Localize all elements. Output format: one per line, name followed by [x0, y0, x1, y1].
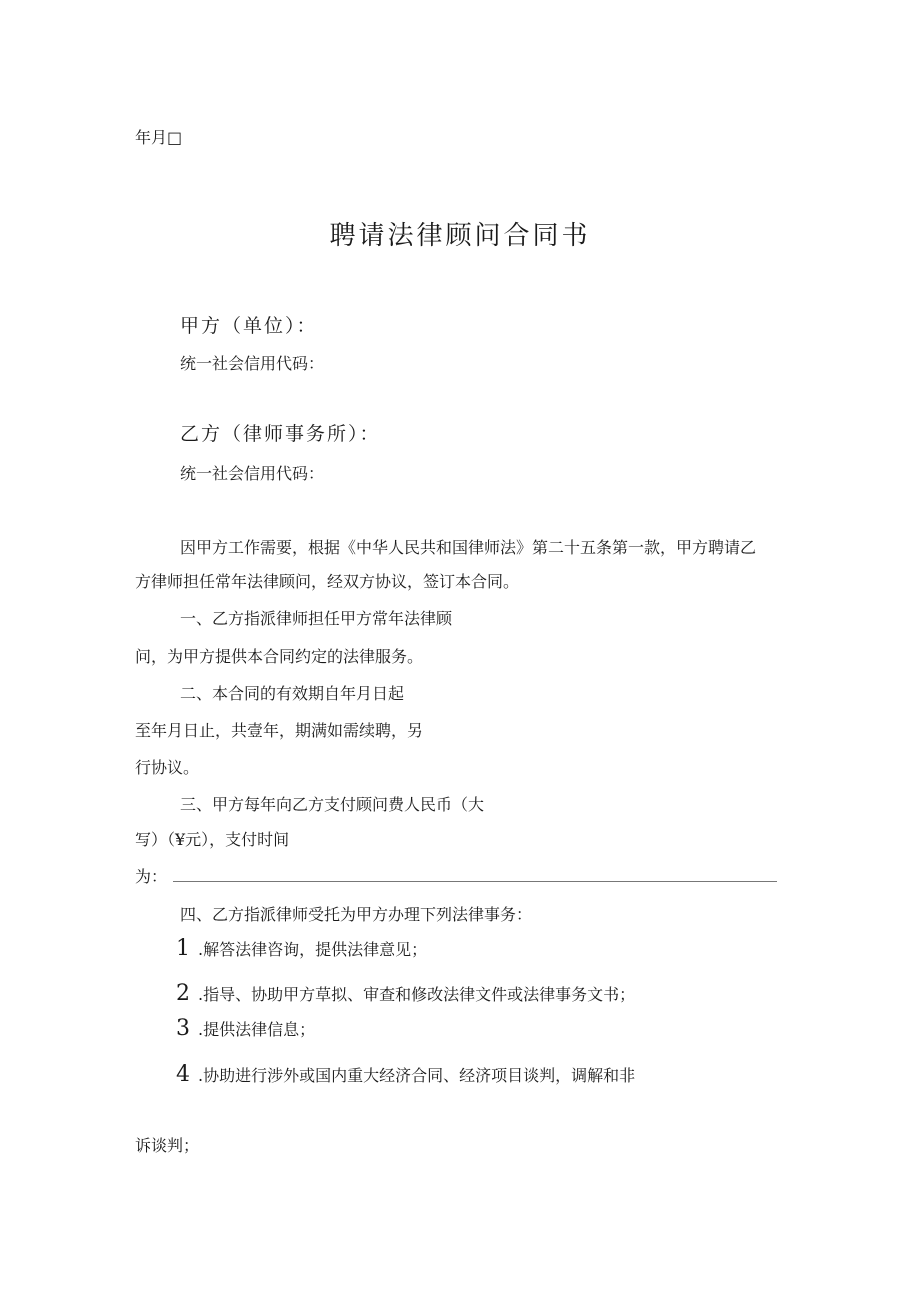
clause-1-line-2: 问，为甲方提供本合同约定的法律服务。 — [135, 647, 424, 666]
clause-2-line-2: 至年月日止，共壹年，期满如需续聘，另 — [135, 721, 424, 740]
payment-time-blank[interactable] — [173, 867, 777, 882]
document-title: 聘请法律顾问合同书 — [329, 221, 591, 251]
item-number: 1 — [176, 936, 190, 961]
item-number: 2 — [176, 981, 190, 1006]
item-text: .提供法律信息； — [198, 1020, 316, 1039]
payment-time-label: 为： — [135, 867, 168, 886]
party-a-credit-code: 统一社会信用代码： — [180, 354, 325, 373]
party-b-label: 乙方（律师事务所）： — [180, 423, 381, 445]
item-number: 3 — [176, 1016, 190, 1041]
clause-3-line-3 — [135, 867, 777, 887]
clause-3-line-1: 三、甲方每年向乙方支付顾问费人民币（大 — [180, 795, 485, 814]
clause-4-heading: 四、乙方指派律师受托为甲方办理下列法律事务： — [180, 905, 533, 924]
item-text: .协助进行涉外或国内重大经济合同、经济项目谈判，调解和非 — [198, 1066, 636, 1085]
party-a-label: 甲方（单位）： — [180, 315, 318, 337]
item-text: .解答法律咨询，提供法律意见； — [198, 940, 428, 959]
clause-2-line-1: 二、本合同的有效期自年月日起 — [180, 684, 405, 703]
item-number: 4 — [176, 1062, 190, 1087]
clause-1-line-1: 一、乙方指派律师担任甲方常年法律顾 — [180, 609, 453, 628]
service-item-4-continuation: 诉谈判； — [135, 1136, 200, 1155]
party-b-credit-code: 统一社会信用代码： — [180, 464, 325, 483]
clause-3-line-2: 写）（¥元），支付时间 — [135, 830, 290, 849]
header-date: 年月□ — [135, 128, 183, 147]
service-item — [176, 1062, 636, 1087]
intro-line-2: 方律师担任常年法律顾问，经双方协议，签订本合同。 — [135, 572, 520, 591]
intro-line-1: 因甲方工作需要，根据《中华人民共和国律师法》第二十五条第一款，甲方聘请乙 — [180, 538, 757, 557]
item-text: .指导、协助甲方草拟、审查和修改法律文件或法律事务文书； — [198, 985, 636, 1004]
service-item — [176, 936, 428, 961]
clause-2-line-3: 行协议。 — [135, 758, 200, 777]
service-item — [176, 1016, 316, 1041]
service-item — [176, 981, 636, 1006]
